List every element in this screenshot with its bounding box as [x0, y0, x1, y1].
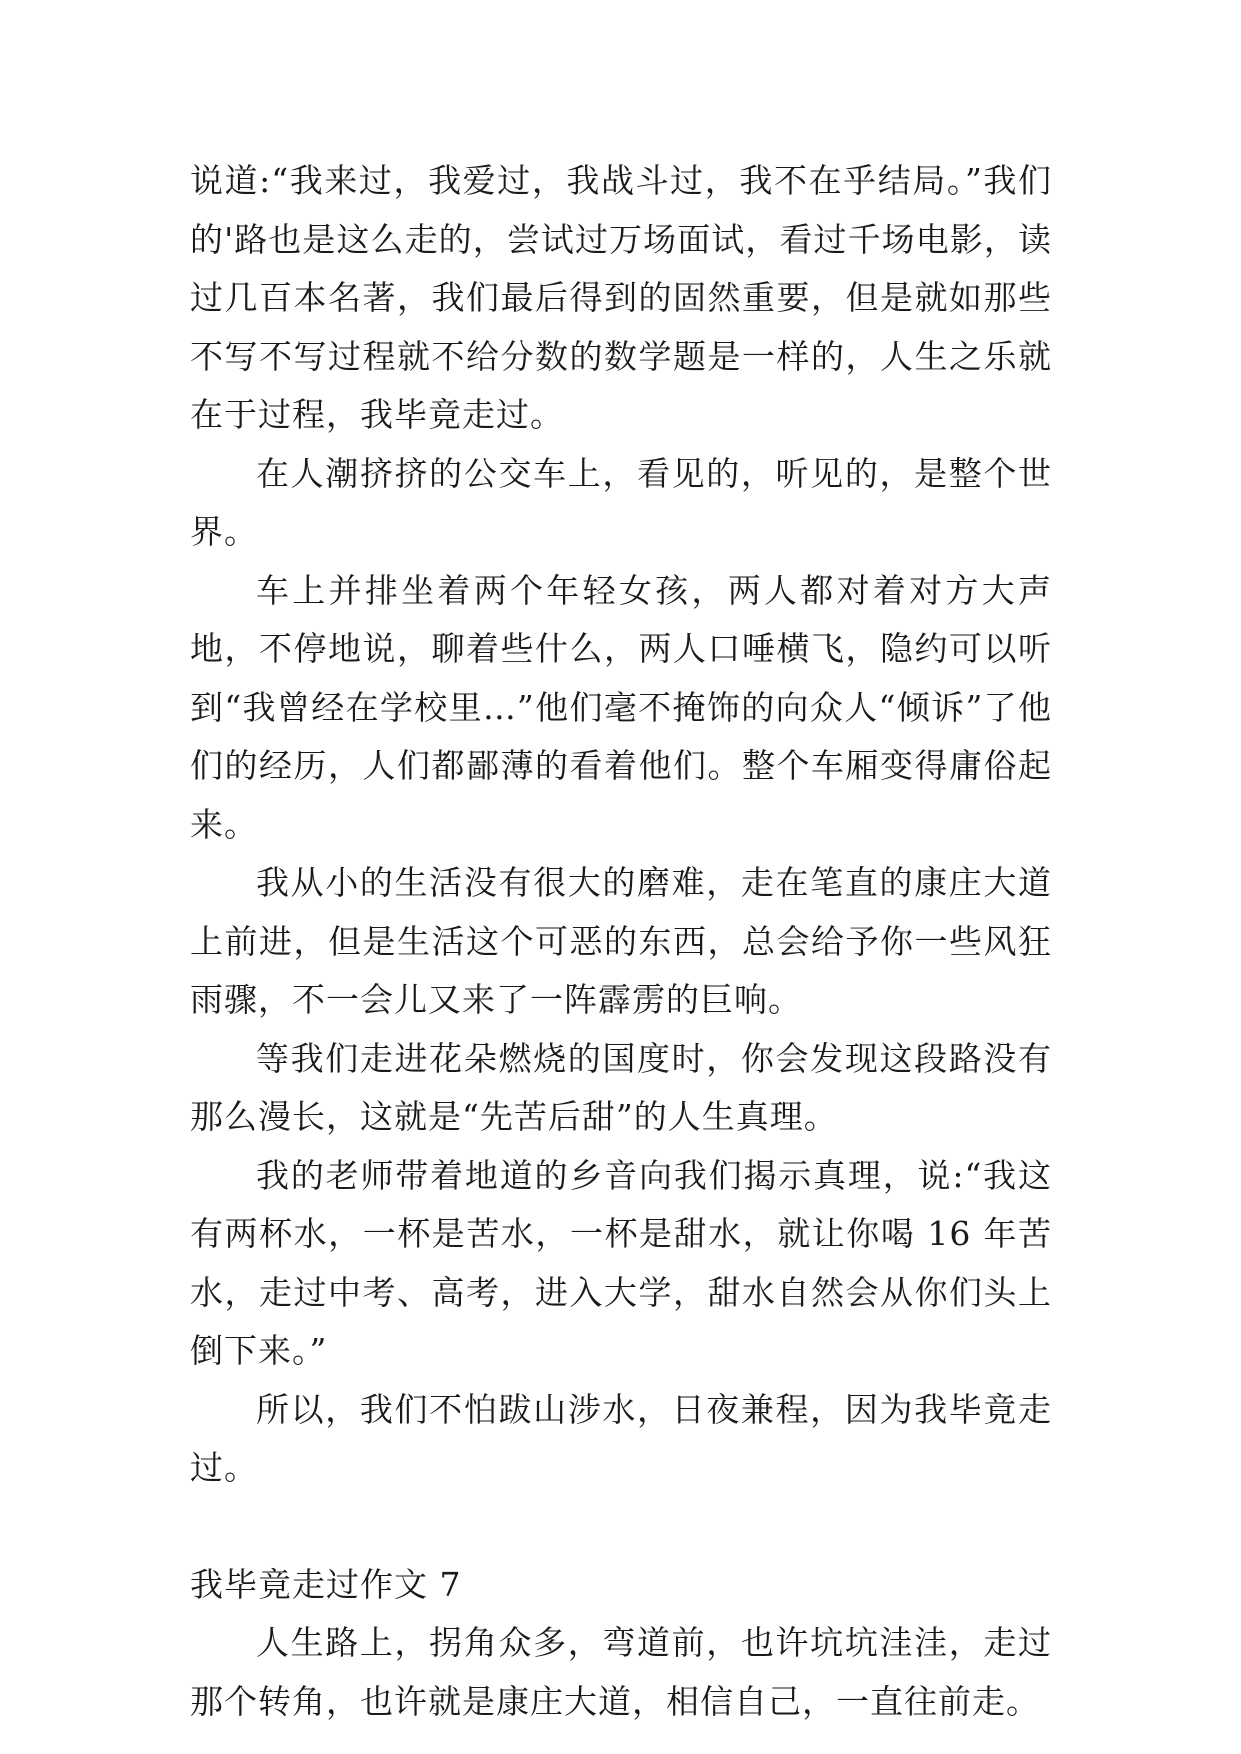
paragraph: 说道:“我来过，我爱过，我战斗过，我不在乎结局。”我们的'路也是这么走的，尝试过万场面试，看过千场电影，读过几百本名著，我们最后得到的固然重要，但是就如那些不写不写过程就不给分数的数学题是一样的，人生之乐就在于过程，我毕竟走过。	[190, 161, 1053, 434]
paragraph: 在人潮挤挤的公交车上，看见的，听见的，是整个世界。	[190, 453, 1052, 551]
paragraph: 我的老师带着地道的乡音向我们揭示真理，说:“我这有两杯水，一杯是苦水，一杯是甜水，就让你喝 16 年苦水，走过中考、高考，进入大学，甜水自然会从你们头上倒下来。”	[190, 1155, 1052, 1370]
paragraph: 等我们走进花朵燃烧的国度时，你会发现这段路没有那么漫长，这就是“先苦后甜”的人生真理。	[190, 1038, 1052, 1136]
paragraph: 车上并排坐着两个年轻女孩，两人都对着对方大声地，不停地说，聊着些什么，两人口唾横飞，隐约可以听到“我曾经在学校里…”他们毫不掩饰的向众人“倾诉”了他们的经历，人们都鄙薄的看着他们。整个车厢变得庸俗起来。	[190, 570, 1052, 844]
paragraph: 人生路上，拐角众多，弯道前，也许坑坑洼洼，走过那个转角，也许就是康庄大道，相信自己，一直往前走。	[190, 1623, 1052, 1721]
section-title: 我毕竟走过作文 7	[190, 1564, 462, 1604]
document-body	[190, 152, 1052, 1731]
paragraph: 我从小的生活没有很大的磨难，走在笔直的康庄大道上前进，但是生活这个可恶的东西，总会给予你一些风狂雨骤，不一会儿又来了一阵霹雳的巨响。	[190, 863, 1052, 1019]
paragraph: 所以，我们不怕跋山涉水，日夜兼程，因为我毕竟走过。	[190, 1389, 1052, 1487]
